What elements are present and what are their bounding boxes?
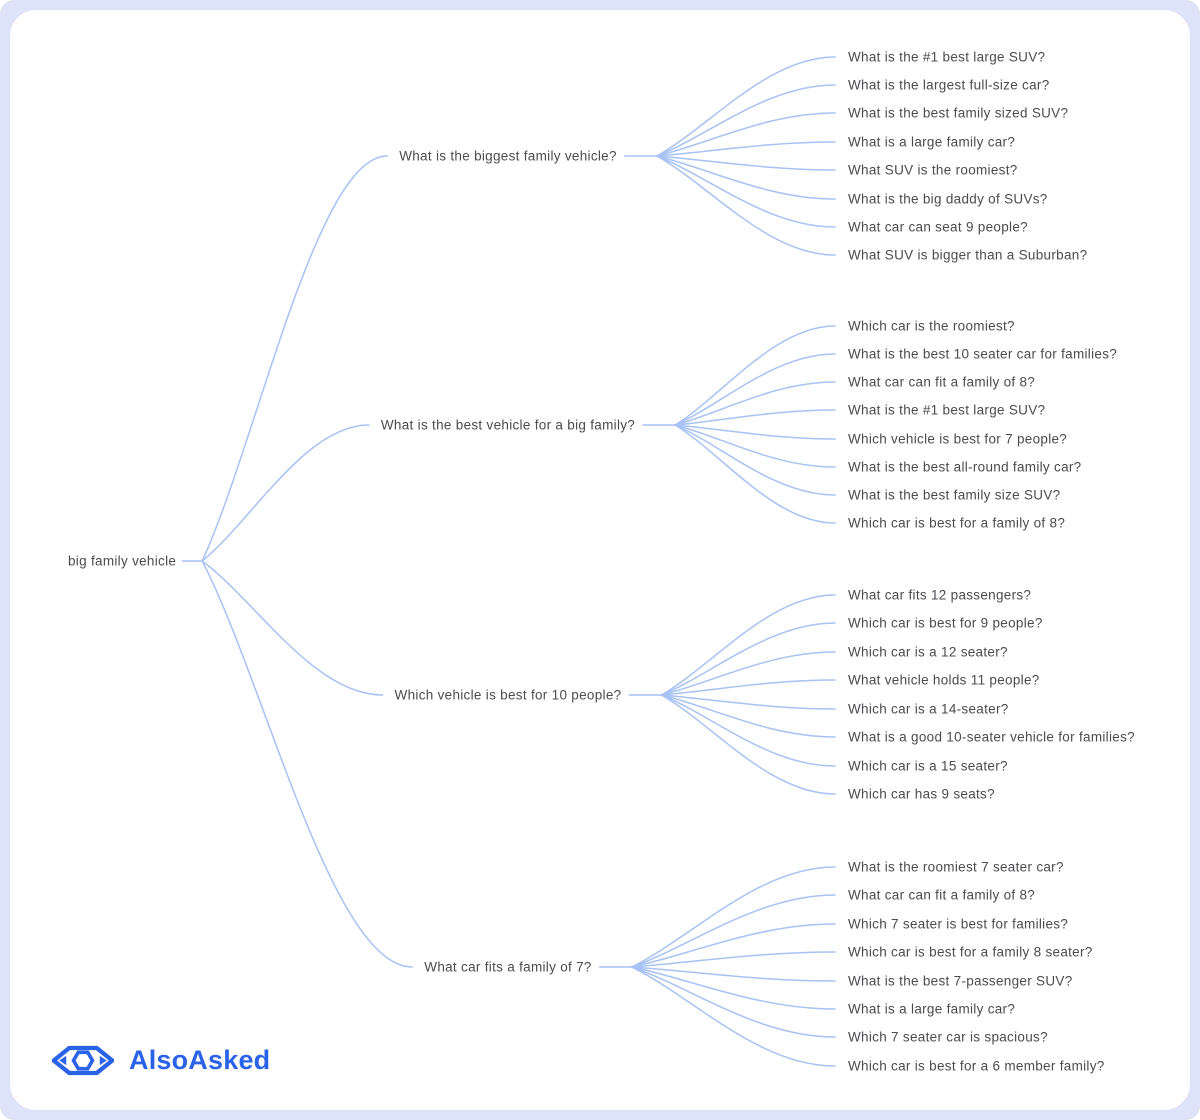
leaf-node[interactable]: Which car is best for a family of 8? xyxy=(848,515,1066,531)
leaf-node[interactable]: What is the best 10 seater car for families? xyxy=(848,346,1118,362)
leaf-node[interactable]: What car can fit a family of 8? xyxy=(848,374,1036,390)
leaf-node[interactable]: Which car is best for a family 8 seater? xyxy=(848,944,1093,960)
leaf-node[interactable]: Which 7 seater car is spacious? xyxy=(848,1029,1048,1045)
leaf-node[interactable]: What is the #1 best large SUV? xyxy=(848,402,1046,418)
branch-node-4[interactable]: What car fits a family of 7? xyxy=(424,959,592,975)
leaf-node[interactable]: What is the best family sized SUV? xyxy=(848,105,1069,121)
leaf-node[interactable]: Which car is best for 9 people? xyxy=(848,615,1043,631)
leaf-node[interactable]: Which car is the roomiest? xyxy=(848,318,1015,334)
alsoasked-eye-icon xyxy=(52,1044,114,1077)
root-node[interactable]: big family vehicle xyxy=(68,553,177,569)
leaf-node[interactable]: Which vehicle is best for 7 people? xyxy=(848,431,1068,447)
leaf-node[interactable]: What is a large family car? xyxy=(848,1001,1016,1017)
leaf-node[interactable]: What car can seat 9 people? xyxy=(848,219,1028,235)
leaf-node[interactable]: What car can fit a family of 8? xyxy=(848,887,1036,903)
brand-text: AlsoAsked xyxy=(129,1045,271,1075)
leaf-node[interactable]: Which car is best for a 6 member family? xyxy=(848,1058,1105,1074)
leaf-node[interactable]: Which car is a 12 seater? xyxy=(848,644,1008,660)
leaf-node[interactable]: What is a large family car? xyxy=(848,134,1016,150)
branch-node-1[interactable]: What is the biggest family vehicle? xyxy=(399,148,617,164)
leaf-node[interactable]: Which car is a 15 seater? xyxy=(848,758,1008,774)
leaf-node[interactable]: Which car is a 14-seater? xyxy=(848,701,1009,717)
leaf-node[interactable]: What is the best 7-passenger SUV? xyxy=(848,973,1073,989)
leaf-node[interactable]: What vehicle holds 11 people? xyxy=(848,672,1040,688)
leaf-node[interactable]: What is the #1 best large SUV? xyxy=(848,49,1046,65)
leaf-node[interactable]: What is the largest full-size car? xyxy=(848,77,1050,93)
leaf-node[interactable]: What SUV is the roomiest? xyxy=(848,162,1018,178)
leaf-node[interactable]: Which 7 seater is best for families? xyxy=(848,916,1069,932)
leaf-node[interactable]: What car fits 12 passengers? xyxy=(848,587,1032,603)
leaf-node[interactable]: Which car has 9 seats? xyxy=(848,786,995,802)
leaf-node[interactable]: What is the roomiest 7 seater car? xyxy=(848,859,1064,875)
leaf-node[interactable]: What SUV is bigger than a Suburban? xyxy=(848,247,1088,263)
leaf-node[interactable]: What is the best all-round family car? xyxy=(848,459,1082,475)
leaf-node[interactable]: What is a good 10-seater vehicle for families? xyxy=(848,729,1135,745)
leaf-node[interactable]: What is the best family size SUV? xyxy=(848,487,1061,503)
alsoasked-logo[interactable] xyxy=(52,1044,270,1077)
leaf-node[interactable]: What is the big daddy of SUVs? xyxy=(848,191,1048,207)
branch-node-3[interactable]: Which vehicle is best for 10 people? xyxy=(394,687,622,703)
branch-node-2[interactable]: What is the best vehicle for a big family? xyxy=(380,417,636,433)
